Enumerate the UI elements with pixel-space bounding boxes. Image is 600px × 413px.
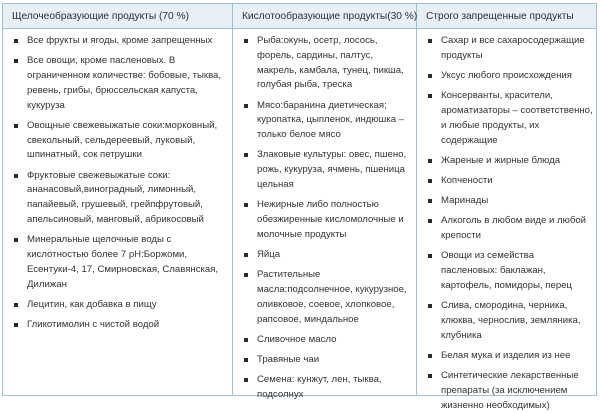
list-item: Слива, смородина, черника, клюква, чернослив, земляника, клубника xyxy=(425,299,593,343)
list-item: Злаковые культуры: овес, пшено, рожь, кукуруза, ячмень, пшеница цельная xyxy=(241,148,413,192)
list-item: Все овощи, кроме пасленовых. В ограниченном количестве: бобовые, тыква, ревень, грибы, брюссельская капуста, кукуруза xyxy=(11,54,229,113)
table-header-row xyxy=(3,4,596,29)
forbidden-list xyxy=(425,34,593,413)
list-item: Травяные чаи xyxy=(241,353,413,368)
list-item: Минеральные щелочные воды с кислотностью более 7 pH:Боржоми, Есентуки-4, 17, Смирновская, Славянская, Дилижан xyxy=(11,233,229,292)
list-item: Белая мука и изделия из нее xyxy=(425,349,593,364)
list-item: Копчености xyxy=(425,174,593,189)
list-item: Все фрукты и ягоды, кроме запрещенных xyxy=(11,34,229,49)
list-item: Рыба:окунь, осетр, лосось, форель, сардины, палтус, макрель, камбала, тунец, пикша, голубая рыба, треска xyxy=(241,34,413,93)
table-body-row xyxy=(3,29,596,411)
list-item: Овощные свежевыжатые соки:морковный, свекольный, сельдереевый, луковый, шпинатный, сок петрушки xyxy=(11,119,229,163)
list-item: Сахар и все сахаросодержащие продукты xyxy=(425,34,593,64)
list-item: Фруктовые свежевыжатые соки: ананасовый,виноградный, лимонный, папайевый, грушевый, грейпфрутовый, апельсиновый, манговый, абрикосовый xyxy=(11,169,229,228)
header-acidic: Кислотообразующие продукты(30 %) xyxy=(233,4,417,28)
list-item: Сливочное масло xyxy=(241,333,413,348)
list-item: Маринады xyxy=(425,194,593,209)
list-item: Семена: кунжут, лен, тыква, подсолнух xyxy=(241,373,413,403)
column-acidic xyxy=(233,29,417,400)
list-item: Гликотимолин с чистой водой xyxy=(11,318,229,333)
header-alkaline: Щелочеобразующие продукты (70 %) xyxy=(3,4,233,28)
list-item: Алкоголь в любом виде и любой крепости xyxy=(425,214,593,244)
list-item: Овощи из семейства пасленовых: баклажан, картофель, помидоры, перец xyxy=(425,249,593,293)
list-item: Яйца xyxy=(241,248,413,263)
list-item: Консерванты, красители, ароматизаторы – соответственно, и любые продукты, их содержащие xyxy=(425,89,593,148)
alkaline-list xyxy=(11,34,229,333)
list-item: Жареные и жирные блюда xyxy=(425,154,593,169)
column-alkaline xyxy=(3,29,233,395)
list-item: Лецитин, как добавка в пищу xyxy=(11,298,229,313)
column-forbidden xyxy=(417,29,596,411)
list-item: Нежирные либо полностью обезжиренные кисломолочные и молочные продукты xyxy=(241,198,413,242)
list-item: Уксус любого происхождения xyxy=(425,69,593,84)
list-item: Синтетические лекарственные препараты (за исключением жизненно необходимых) xyxy=(425,369,593,413)
acidic-list xyxy=(241,34,413,403)
food-table xyxy=(2,3,597,411)
list-item: Мясо:баранина диетическая; куропатка, цыпленок, индюшка – только белое мясо xyxy=(241,99,413,143)
header-forbidden: Строго запрещенные продукты xyxy=(426,11,574,22)
list-item: Растительные масла:подсолнечное, кукурузное, оливковое, соевое, хлопковое, рапсовое, миндальное xyxy=(241,268,413,327)
